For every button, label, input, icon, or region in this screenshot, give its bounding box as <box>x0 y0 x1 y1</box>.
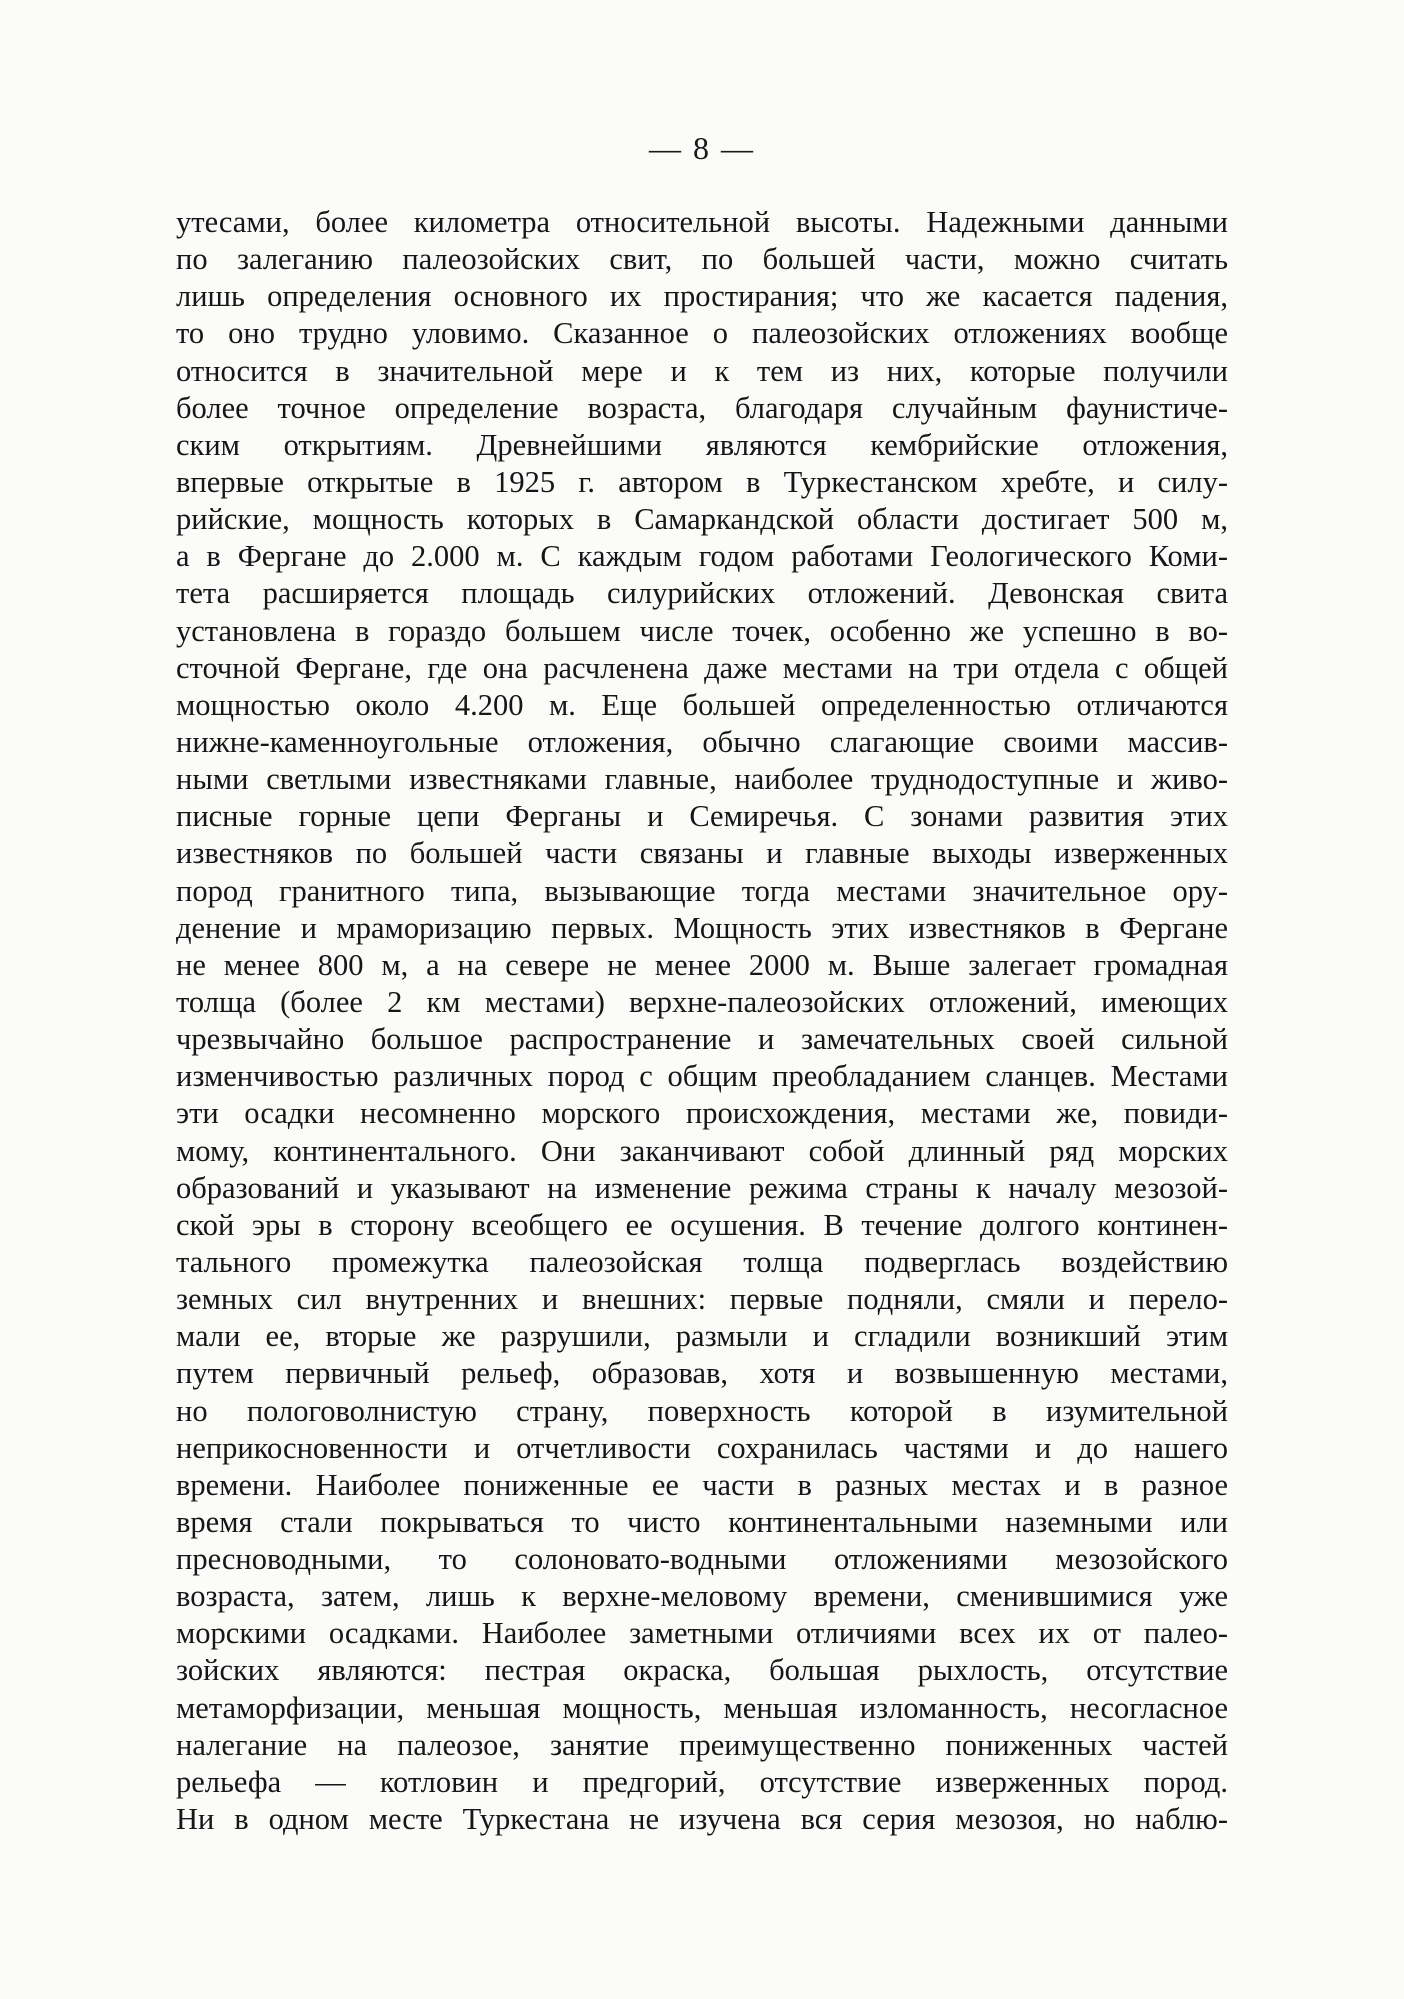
text-line: установлена в гораздо большем числе точек, особенно же успешно в во- <box>176 613 1228 648</box>
text-line: чрезвычайно большое распространение и замечательных своей сильной <box>176 1022 1228 1057</box>
text-line: налегание на палеозое, занятие преимущественно пониженных частей <box>176 1727 1228 1762</box>
text-line: впервые открытые в 1925 г. автором в Туркестанском хребте, и силу- <box>176 464 1228 499</box>
text-line: по залеганию палеозойских свит, по большей части, можно считать <box>176 242 1228 277</box>
text-line: эти осадки несомненно морского происхождения, местами же, повиди- <box>176 1096 1228 1131</box>
text-line: мому, континентального. Они заканчивают собой длинный ряд морских <box>176 1133 1228 1168</box>
text-line: рийские, мощность которых в Самаркандской области достигает 500 м, <box>176 502 1228 537</box>
text-line: лишь определения основного их простирания; что же касается падения, <box>176 279 1228 314</box>
text-line: ским открытиям. Древнейшими являются кембрийские отложения, <box>176 427 1228 462</box>
text-line: метаморфизации, меньшая мощность, меньшая изломанность, несогласное <box>176 1690 1228 1725</box>
text-line: нижне-каменноугольные отложения, обычно слагающие своими массив- <box>176 724 1228 759</box>
text-line: тального промежутка палеозойская толща подверглась воздействию <box>176 1244 1228 1279</box>
text-line: денение и мраморизацию первых. Мощность этих известняков в Фергане <box>176 910 1228 945</box>
text-line: пресноводными, то солоновато-водными отложениями мезозойского <box>176 1542 1228 1577</box>
text-line: тета расширяется площадь силурийских отложений. Девонская свита <box>176 576 1228 611</box>
text-line: мали ее, вторые же разрушили, размыли и сгладили возникший этим <box>176 1319 1228 1354</box>
text-line: изменчивостью различных пород с общим преобладанием сланцев. Местами <box>176 1059 1228 1094</box>
text-line: рельефа — котловин и предгорий, отсутствие изверженных пород. <box>176 1764 1228 1799</box>
text-line: времени. Наиболее пониженные ее части в разных местах и в разное <box>176 1467 1228 1502</box>
text-line: неприкосновенности и отчетливости сохранилась частями и до нашего <box>176 1430 1228 1465</box>
text-line: более точное определение возраста, благодаря случайным фаунистиче- <box>176 390 1228 425</box>
text-line: известняков по большей части связаны и главные выходы изверженных <box>176 836 1228 871</box>
page-number: — 8 — <box>649 130 755 166</box>
text-line: не менее 800 м, а на севере не менее 2000 м. Выше залегает громадная <box>176 947 1228 982</box>
text-line: писные горные цепи Ферганы и Семиречья. С зонами развития этих <box>176 799 1228 834</box>
text-line: а в Фергане до 2.000 м. С каждым годом работами Геологического Коми- <box>176 539 1228 574</box>
text-line: земных сил внутренних и внешних: первые подняли, смяли и перело- <box>176 1282 1228 1317</box>
text-line: путем первичный рельеф, образовав, хотя и возвышенную местами, <box>176 1356 1228 1391</box>
text-line: ными светлыми известняками главные, наиболее труднодоступные и живо- <box>176 762 1228 797</box>
text-line: но пологоволнистую страну, поверхность которой в изумительной <box>176 1393 1228 1428</box>
text-line: Ни в одном месте Туркестана не изучена вся серия мезозоя, но наблю- <box>176 1802 1228 1837</box>
text-line: сточной Фергане, где она расчленена даже местами на три отдела с общей <box>176 650 1228 685</box>
text-line: время стали покрываться то чисто континентальными наземными или <box>176 1504 1228 1539</box>
text-line: мощностью около 4.200 м. Еще большей определенностью отличаются <box>176 687 1228 722</box>
text-line: зойских являются: пестрая окраска, большая рыхлость, отсутствие <box>176 1653 1228 1688</box>
text-line: пород гранитного типа, вызывающие тогда местами значительное ору- <box>176 873 1228 908</box>
text-line: ской эры в сторону всеобщего ее осушения. В течение долгого континен- <box>176 1207 1228 1242</box>
text-line: образований и указывают на изменение режима страны к началу мезозой- <box>176 1170 1228 1205</box>
text-line: морскими осадками. Наиболее заметными отличиями всех их от палео- <box>176 1616 1228 1651</box>
text-line: то оно трудно уловимо. Сказанное о палеозойских отложениях вообще <box>176 316 1228 351</box>
text-line: относится в значительной мере и к тем из них, которые получили <box>176 353 1228 388</box>
body-text <box>176 204 1228 1838</box>
text-line: возраста, затем, лишь к верхне-меловому времени, сменившимися уже <box>176 1579 1228 1614</box>
text-line: толща (более 2 км местами) верхне-палеозойских отложений, имеющих <box>176 984 1228 1019</box>
text-line: утесами, более километра относительной высоты. Надежными данными <box>176 205 1228 239</box>
